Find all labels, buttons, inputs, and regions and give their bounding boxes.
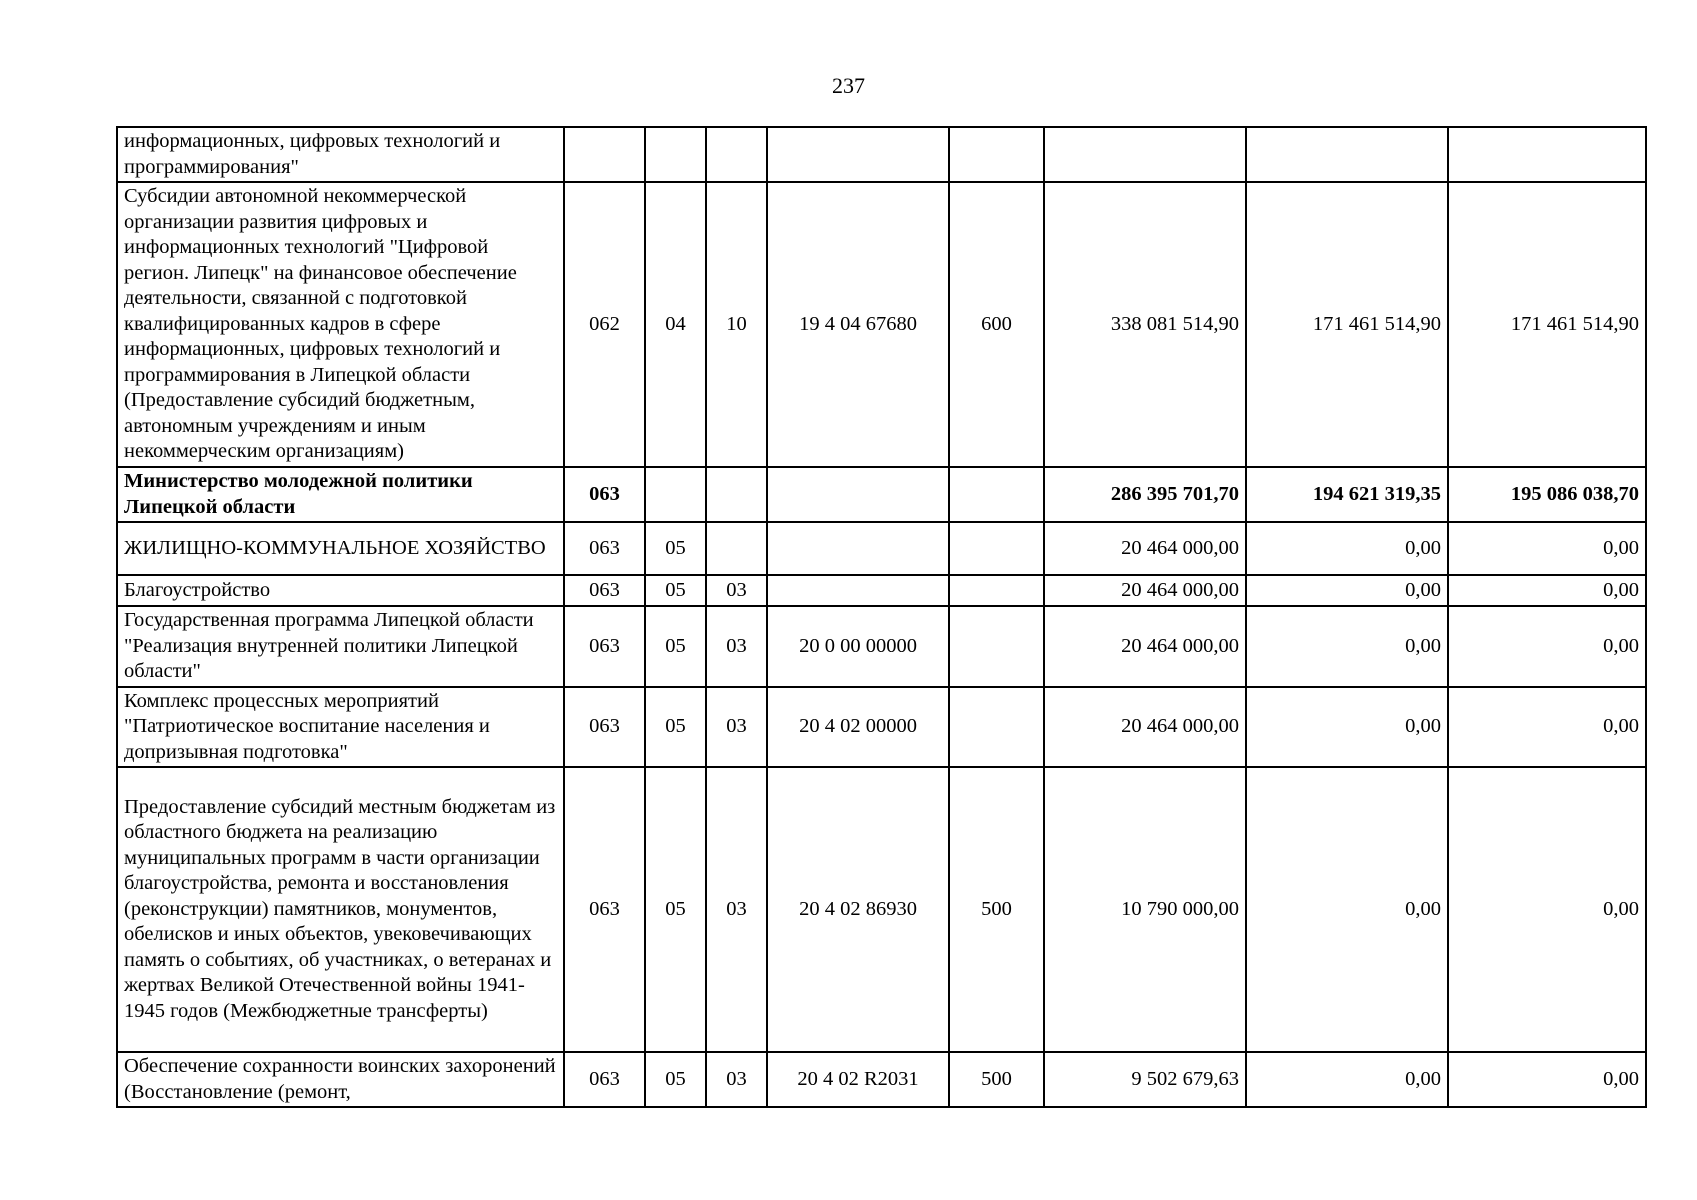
cell-amount-year-2: 0,00	[1246, 1052, 1448, 1107]
cell-target-article	[767, 127, 949, 182]
cell-name: ЖИЛИЩНО-КОММУНАЛЬНОЕ ХОЗЯЙСТВО	[117, 522, 564, 575]
cell-ministry-code: 063	[564, 467, 645, 522]
cell-ministry-code: 063	[564, 575, 645, 606]
cell-amount-year-3: 171 461 514,90	[1448, 182, 1646, 467]
cell-ministry-code: 063	[564, 522, 645, 575]
table-row	[117, 767, 1646, 1052]
cell-amount-year-3: 0,00	[1448, 522, 1646, 575]
cell-ministry-code: 063	[564, 687, 645, 768]
cell-amount-year-3: 195 086 038,70	[1448, 467, 1646, 522]
cell-expense-type: 500	[949, 767, 1044, 1052]
table-row	[117, 687, 1646, 768]
cell-expense-type	[949, 687, 1044, 768]
cell-amount-year-3	[1448, 127, 1646, 182]
cell-amount-year-2: 0,00	[1246, 687, 1448, 768]
cell-target-article	[767, 575, 949, 606]
cell-amount-year-1: 9 502 679,63	[1044, 1052, 1246, 1107]
cell-expense-type	[949, 575, 1044, 606]
cell-amount-year-1: 20 464 000,00	[1044, 575, 1246, 606]
cell-subsection: 03	[706, 606, 767, 687]
cell-subsection	[706, 127, 767, 182]
cell-amount-year-1: 20 464 000,00	[1044, 522, 1246, 575]
cell-target-article: 20 4 02 R2031	[767, 1052, 949, 1107]
cell-name: Субсидии автономной некоммерческой организации развития цифровых и информационных технологий "Цифровой регион. Липецк" на финансовое обеспечение деятельности, связанной с подготовкой квалифицированных кадров в сфере информационных, цифровых технологий и программирования в Липецкой области (Предоставление субсидий бюджетным, автономным учреждениям и иным некоммерческим организациям)	[117, 182, 564, 467]
cell-ministry-code: 063	[564, 1052, 645, 1107]
table-row	[117, 467, 1646, 522]
cell-name: Государственная программа Липецкой области "Реализация внутренней политики Липецкой области"	[117, 606, 564, 687]
cell-subsection: 03	[706, 767, 767, 1052]
table-body	[117, 127, 1646, 1107]
cell-subsection	[706, 522, 767, 575]
cell-expense-type: 500	[949, 1052, 1044, 1107]
cell-subsection: 10	[706, 182, 767, 467]
cell-section: 05	[645, 606, 706, 687]
page-number: 237	[832, 73, 865, 98]
cell-subsection: 03	[706, 1052, 767, 1107]
cell-name: информационных, цифровых технологий и программирования"	[117, 127, 564, 182]
cell-expense-type	[949, 467, 1044, 522]
cell-name: Обеспечение сохранности воинских захоронений (Восстановление (ремонт,	[117, 1052, 564, 1107]
cell-section: 05	[645, 767, 706, 1052]
cell-target-article: 20 4 02 86930	[767, 767, 949, 1052]
cell-target-article	[767, 522, 949, 575]
cell-ministry-code	[564, 127, 645, 182]
cell-amount-year-1: 338 081 514,90	[1044, 182, 1246, 467]
table-row	[117, 606, 1646, 687]
table-row	[117, 1052, 1646, 1107]
cell-section: 04	[645, 182, 706, 467]
cell-amount-year-3: 0,00	[1448, 1052, 1646, 1107]
cell-subsection: 03	[706, 575, 767, 606]
cell-target-article: 20 4 02 00000	[767, 687, 949, 768]
table-row	[117, 522, 1646, 575]
cell-ministry-code: 063	[564, 767, 645, 1052]
cell-expense-type: 600	[949, 182, 1044, 467]
table-row	[117, 127, 1646, 182]
cell-expense-type	[949, 606, 1044, 687]
cell-subsection: 03	[706, 687, 767, 768]
cell-section: 05	[645, 1052, 706, 1107]
cell-ministry-code: 063	[564, 606, 645, 687]
cell-amount-year-1: 10 790 000,00	[1044, 767, 1246, 1052]
cell-section: 05	[645, 522, 706, 575]
cell-name: Благоустройство	[117, 575, 564, 606]
table-row	[117, 575, 1646, 606]
cell-amount-year-3: 0,00	[1448, 575, 1646, 606]
cell-target-article: 20 0 00 00000	[767, 606, 949, 687]
cell-amount-year-2: 0,00	[1246, 606, 1448, 687]
cell-amount-year-2	[1246, 127, 1448, 182]
cell-amount-year-1: 286 395 701,70	[1044, 467, 1246, 522]
cell-amount-year-2: 171 461 514,90	[1246, 182, 1448, 467]
cell-amount-year-3: 0,00	[1448, 687, 1646, 768]
cell-target-article: 19 4 04 67680	[767, 182, 949, 467]
cell-target-article	[767, 467, 949, 522]
cell-expense-type	[949, 522, 1044, 575]
cell-ministry-code: 062	[564, 182, 645, 467]
cell-section: 05	[645, 575, 706, 606]
cell-amount-year-1: 20 464 000,00	[1044, 606, 1246, 687]
cell-amount-year-1: 20 464 000,00	[1044, 687, 1246, 768]
cell-amount-year-2: 0,00	[1246, 767, 1448, 1052]
cell-section	[645, 127, 706, 182]
cell-subsection	[706, 467, 767, 522]
cell-section	[645, 467, 706, 522]
cell-name: Министерство молодежной политики Липецкой области	[117, 467, 564, 522]
cell-name: Предоставление субсидий местным бюджетам из областного бюджета на реализацию муниципальных программ в части организации благоустройства, ремонта и восстановления (реконструкции) памятников, монументов, обелисков и иных объектов, увековечивающих память о событиях, об участниках, о ветеранах и жертвах Великой Отечественной войны 1941-1945 годов (Межбюджетные трансферты)	[117, 767, 564, 1052]
cell-amount-year-2: 0,00	[1246, 522, 1448, 575]
cell-amount-year-3: 0,00	[1448, 606, 1646, 687]
cell-name: Комплекс процессных мероприятий "Патриотическое воспитание населения и допризывная подготовка"	[117, 687, 564, 768]
budget-table	[116, 126, 1647, 1108]
cell-section: 05	[645, 687, 706, 768]
table-row	[117, 182, 1646, 467]
cell-amount-year-2: 0,00	[1246, 575, 1448, 606]
cell-amount-year-1	[1044, 127, 1246, 182]
cell-amount-year-3: 0,00	[1448, 767, 1646, 1052]
cell-amount-year-2: 194 621 319,35	[1246, 467, 1448, 522]
cell-expense-type	[949, 127, 1044, 182]
